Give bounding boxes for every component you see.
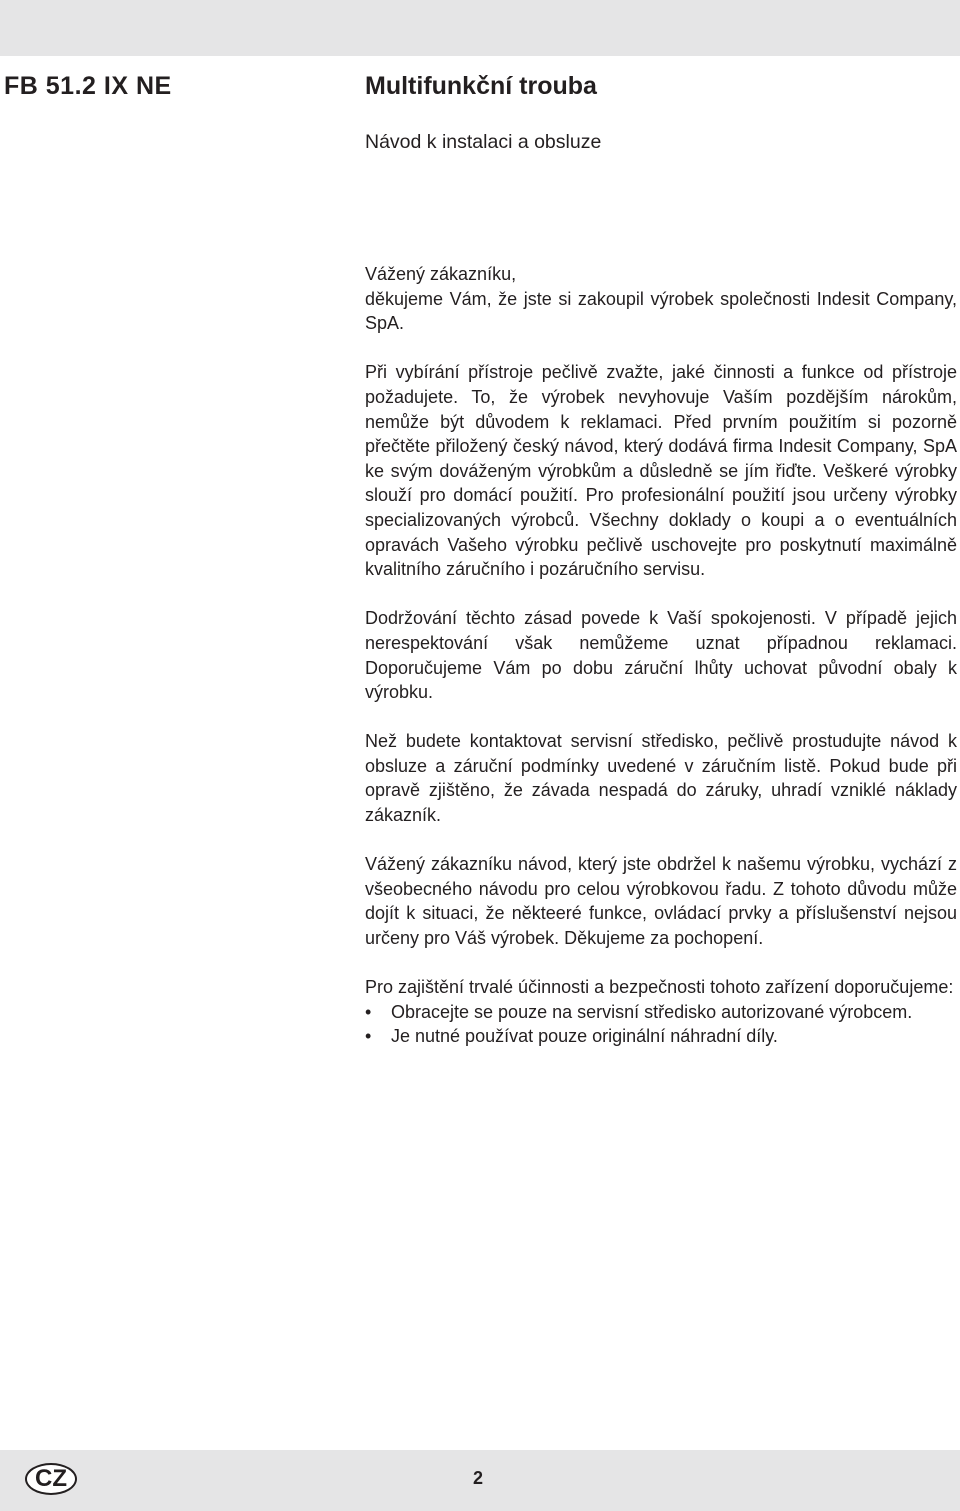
bullet-icon: • xyxy=(365,1001,372,1022)
list-item-text: Obracejte se pouze na servisní středisko autorizované výrobcem. xyxy=(391,1001,913,1022)
header-bar xyxy=(0,0,960,56)
document-body xyxy=(365,262,957,1049)
list-item xyxy=(365,1024,957,1049)
document-title: Multifunkční trouba xyxy=(365,72,597,100)
list-item-text: Je nutné používat pouze originální náhradní díly. xyxy=(391,1026,778,1047)
bullet-icon: • xyxy=(365,1026,372,1047)
paragraph-recommendation: Pro zajištění trvalé účinnosti a bezpečnosti tohoto zařízení doporučujeme: xyxy=(365,977,954,998)
recommendation-list xyxy=(365,1000,957,1049)
paragraph-service: Než budete kontaktovat servisní středisko, pečlivě prostudujte návod k obsluze a záruční podmínky uvedené v záručním listě. Pokud bude při opravě zjištěno, že závada nespadá do záruky, uhradí vzniklé náklady zákazník. xyxy=(365,731,957,826)
paragraph-general-manual: Vážený zákazníku návod, který jste obdržel k našemu výrobku, vychází z všeobecného návodu pro celou výrobkovou řadu. Z tohoto důvodu může dojít k situaci, že někteeré funkce, ovládací prvky a příslušenství nejsou určeny pro Váš výrobek. Děkujeme za pochopení. xyxy=(365,854,957,949)
document-subtitle: Návod k instalaci a obsluze xyxy=(365,131,602,153)
page-number: 2 xyxy=(473,1468,484,1488)
language-code: CZ xyxy=(35,1465,67,1492)
paragraph-purchase-advice: Při vybírání přístroje pečlivě zvažte, jaké činnosti a funkce od přístroje požadujete. To, že výrobek nevyhovuje Vaším pozdějším nárokům, nemůže být důvodem k reklamaci. Před prvním použitím si pozorně přečtěte přiložený český návod, který dodává firma Indesit Company, SpA ke svým dováženým výrobkům a důsledně se jím řiďte. Veškeré výrobky slouží pro domácí použití. Pro profesionální použití jsou určeny výrobky specializovaných výrobců. Všechny doklady o koupi a o eventuálních opravách Vašeho výrobku pečlivě uschovejte pro poskytnutí maximálně kvalitního záručního i pozáručního servisu. xyxy=(365,362,957,580)
paragraph-compliance: Dodržování těchto zásad povede k Vaší spokojenosti. V případě jejich nerespektování však nemůžeme uznat případnou reklamaci. Doporučujeme Vám po dobu záruční lhůty uchovat původní obaly k výrobku. xyxy=(365,608,957,703)
intro-paragraph: děkujeme Vám, že jste si zakoupil výrobek společnosti Indesit Company, SpA. xyxy=(365,288,957,334)
list-item xyxy=(365,1000,957,1025)
model-number: FB 51.2 IX NE xyxy=(4,72,172,100)
language-badge xyxy=(25,1463,77,1495)
greeting: Vážený zákazníku, xyxy=(365,264,517,284)
